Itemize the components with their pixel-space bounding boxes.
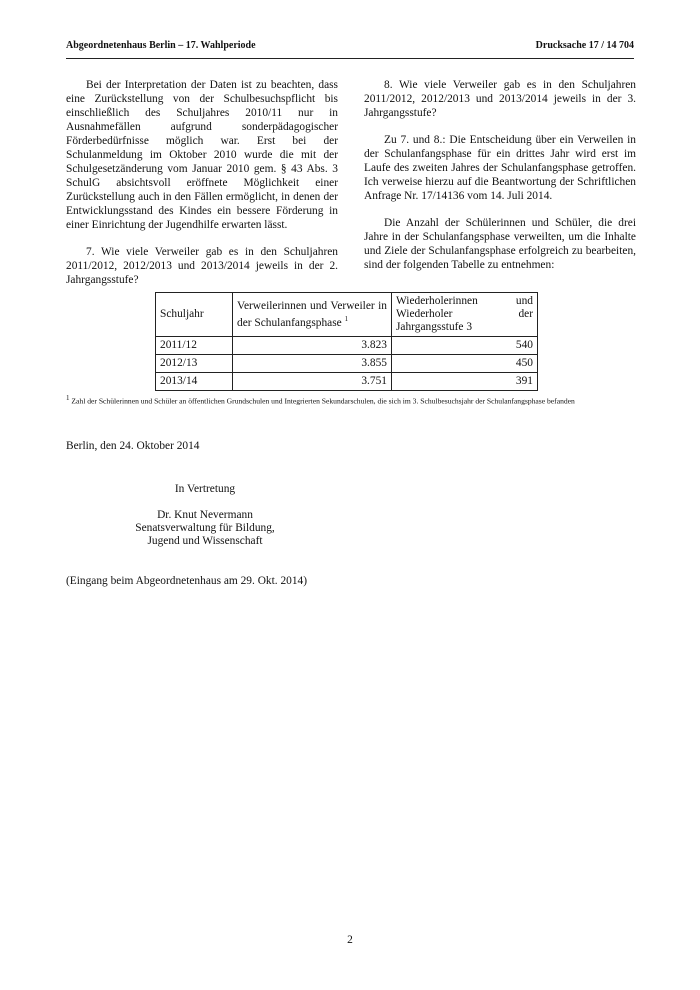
header-verweiler: Verweilerinnen und Verweiler in der Schulanfangsphase $^1$ — [233, 293, 392, 337]
page-header — [66, 40, 634, 54]
signature-block — [100, 509, 310, 548]
header-rule — [66, 58, 634, 59]
header-schuljahr: Schuljahr — [156, 293, 233, 337]
eingang-note: (Eingang beim Abgeordnetenhaus am 29. Okt. 2014) — [66, 575, 308, 587]
cell-year: 2011/12 — [156, 337, 233, 355]
footnote-mark: 1 — [66, 394, 70, 402]
cell-year: 2012/13 — [156, 355, 233, 373]
cell-verweiler: 3.855 — [233, 355, 392, 373]
footnote-text: Zahl der Schülerinnen und Schüler an öffentlichen Grundschulen und Integrierten Sekundarschulen, die sich im 3. Schulbesuchsjahr der Schulanfangsphase befanden — [71, 396, 575, 406]
interpretation-paragraph: Bei der Interpretation der Daten ist zu beachten, dass eine Zurückstellung von der Schulbesuchspflicht bis einschließlich des Schuljahres 2010/11 nur in Ausnahmefällen aufgrund sonderpädagogischer Förderbedürfnisse möglich war. Erst bei der Schulanmeldung im Oktober 2010 wurde die mit der Schulgesetzänderung vom Januar 2010 gem. § 43 Abs. 3 SchulG absichtsvoll eröffnete Möglichkeit einer Zurückstellung auch in den Fällen ermöglicht, in denen der Entwicklungsstand des Kindes ein bessere Förderung in einer Einrichtung der Jugendhilfe erwarten lässt. — [66, 79, 338, 231]
right-column — [364, 78, 636, 285]
table-header-row — [156, 293, 538, 337]
footnote — [66, 393, 634, 407]
cell-year: 2013/14 — [156, 373, 233, 391]
question-8: 8. Wie viele Verweiler gab es in den Schuljahren 2011/2012, 2012/2013 und 2013/2014 jeweils in der 3. Jahrgangsstufe? — [364, 79, 636, 119]
left-column — [66, 78, 338, 300]
department-line-2: Jugend und Wissenschaft — [147, 535, 263, 547]
footnote-ref: 1 — [344, 314, 349, 323]
signatory-name: Dr. Knut Nevermann — [157, 509, 253, 521]
header-left: Abgeordnetenhaus Berlin – 17. Wahlperiode — [66, 40, 256, 51]
in-vertretung: In Vertretung — [174, 483, 236, 495]
cell-wiederholer: 540 — [392, 337, 538, 355]
table-row — [156, 355, 538, 373]
table-row — [156, 337, 538, 355]
cell-verweiler: 3.823 — [233, 337, 392, 355]
table-row — [156, 373, 538, 391]
cell-wiederholer: 391 — [392, 373, 538, 391]
header-right: Drucksache 17 / 14 704 — [535, 40, 634, 51]
cell-verweiler: 3.751 — [233, 373, 392, 391]
page-number: 2 — [347, 934, 353, 946]
header-wiederholer: Wiederholerinnen und Wiederholer der Jahrgangsstufe 3 — [392, 293, 538, 337]
data-table — [155, 292, 538, 391]
department-line-1: Senatsverwaltung für Bildung, — [135, 522, 275, 534]
question-7: 7. Wie viele Verweiler gab es in den Schuljahren 2011/2012, 2012/2013 und 2013/2014 jeweils in der 2. Jahrgangsstufe? — [66, 246, 338, 286]
answer-7-8: Zu 7. und 8.: Die Entscheidung über ein Verweilen in der Schulanfangsphase für ein drittes Jahr wird erst im Laufe des zweiten Jahres der Schulanfangsphase getroffen. Ich verweise hierzu auf die Beantwortung der Schriftlichen Anfrage Nr. 17/14136 vom 14. Juli 2014. — [364, 134, 636, 202]
cell-wiederholer: 450 — [392, 355, 538, 373]
place-date: Berlin, den 24. Oktober 2014 — [66, 440, 200, 452]
table-intro: Die Anzahl der Schülerinnen und Schüler, die drei Jahre in der Schulanfangsphase verweilten, um die Inhalte und Ziele der Schulanfangsphase erfolgreich zu bearbeiten, sind der folgenden Tabelle zu entnehmen: — [364, 217, 636, 271]
